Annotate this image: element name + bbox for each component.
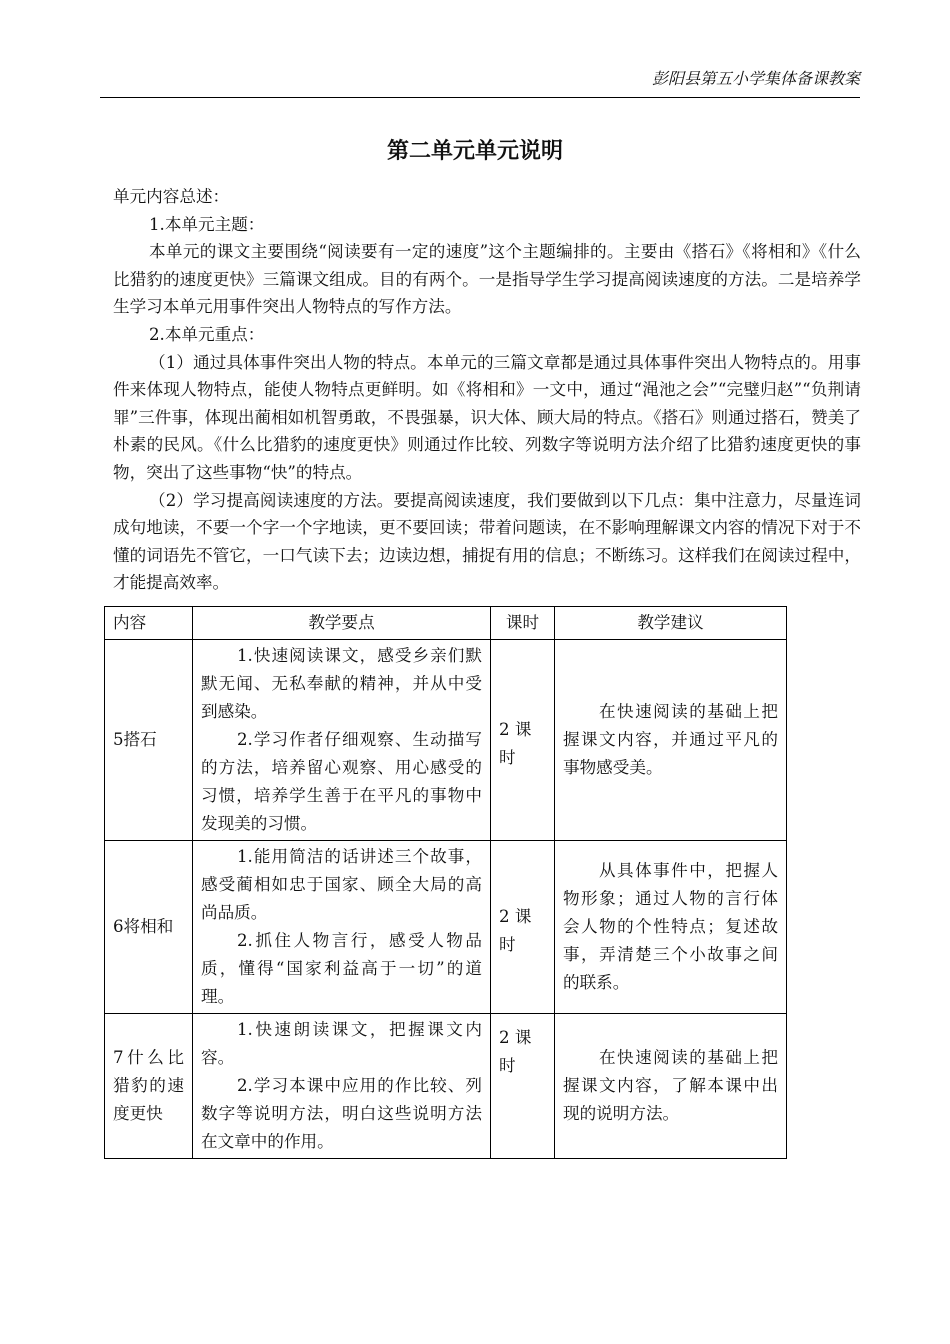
point-item: 1.快速朗读课文，把握课文内容。 xyxy=(201,1020,482,1067)
theme-heading: 1.本单元主题： xyxy=(149,214,265,234)
focus-paragraph-1: （1）通过具体事件突出人物的特点。本单元的三篇文章都是通过具体事件突出人物特点的。用事件来体现人物特点，能使人物特点更鲜明。如《将相和》一文中，通过“渑池之会”“完璧归赵”“负荆请罪”三件事，体现出蔺相如机智勇敢，不畏强暴，识大体、顾大局的特点。《搭石》则通过搭石，赞美了朴素的民风。《什么比猎豹的速度更快》则通过作比较、列数字等说明方法介绍了比猎豹速度更快的事物，突出了这些事物“快”的特点。 xyxy=(113,352,861,482)
row-points xyxy=(193,1014,491,1159)
theme-paragraph: 本单元的课文主要围绕“阅读要有一定的速度”这个主题编排的。主要由《搭石》《将相和》《什么比猎豹的速度更快》三篇课文组成。目的有两个。一是指导学生学习提高阅读速度的方法。二是培养学生学习本单元用事件突出人物特点的写作方法。 xyxy=(113,242,861,317)
row-points xyxy=(193,841,491,1014)
row-hours xyxy=(491,841,555,1014)
school-name: 彭阳县第五小学集体备课教案 xyxy=(651,69,860,88)
point-item: 1.快速阅读课文，感受乡亲们默默无闻、无私奉献的精神，并从中受到感染。 xyxy=(201,646,482,721)
point-item: 2.抓住人物言行，感受人物品质，懂得“国家利益高于一切”的道理。 xyxy=(201,931,482,1006)
suggestion-text: 在快速阅读的基础上把握课文内容，并通过平凡的事物感受美。 xyxy=(563,702,778,777)
row-suggestion xyxy=(555,640,787,841)
hours-text: 2 课时 xyxy=(499,907,532,954)
row-content: 6将相和 xyxy=(105,841,193,1014)
unit-overview xyxy=(113,183,861,597)
point-item: 2.学习作者仔细观察、生动描写的方法，培养留心观察、用心感受的习惯，培养学生善于在平凡的事物中发现美的习惯。 xyxy=(201,730,482,833)
row-hours xyxy=(491,640,555,841)
header-hours: 课时 xyxy=(491,607,555,640)
focus-heading: 2.本单元重点： xyxy=(149,324,265,344)
page-header xyxy=(100,66,860,98)
table-header-row xyxy=(105,607,787,640)
table-row xyxy=(105,841,787,1014)
focus-paragraph-2: （2）学习提高阅读速度的方法。要提高阅读速度，我们要做到以下几点：集中注意力，尽量连词成句地读，不要一个字一个字地读，更不要回读；带着问题读，在不影响理解课文内容的情况下对于不懂的词语先不管它，一口气读下去；边读边想，捕捉有用的信息；不断练习。这样我们在阅读过程中，才能提高效率。 xyxy=(113,490,861,593)
point-item: 1.能用简洁的话讲述三个故事，感受蔺相如忠于国家、顾全大局的高尚品质。 xyxy=(201,847,482,922)
suggestion-text: 在快速阅读的基础上把握课文内容，了解本课中出现的说明方法。 xyxy=(563,1048,778,1123)
row-hours xyxy=(491,1014,555,1159)
suggestion-text: 从具体事件中，把握人物形象；通过人物的言行体会人物的个性特点；复述故事，弄清楚三个小故事之间的联系。 xyxy=(563,861,778,992)
row-suggestion xyxy=(555,841,787,1014)
hours-text: 2 课时 xyxy=(499,1028,532,1075)
point-item: 2.学习本课中应用的作比较、列数字等说明方法，明白这些说明方法在文章中的作用。 xyxy=(201,1076,482,1151)
header-suggestion: 教学建议 xyxy=(555,607,787,640)
overview-heading: 单元内容总述： xyxy=(113,187,230,206)
row-content: 5搭石 xyxy=(105,640,193,841)
lesson-plan-table xyxy=(104,606,787,1159)
table-row xyxy=(105,640,787,841)
header-content: 内容 xyxy=(105,607,193,640)
row-suggestion xyxy=(555,1014,787,1159)
hours-text: 2 课时 xyxy=(499,720,532,767)
row-points xyxy=(193,640,491,841)
table-row xyxy=(105,1014,787,1159)
header-points: 教学要点 xyxy=(193,607,491,640)
row-content: 7什么比猎豹的速度更快 xyxy=(105,1014,193,1159)
document-title: 第二单元单元说明 xyxy=(386,139,563,164)
